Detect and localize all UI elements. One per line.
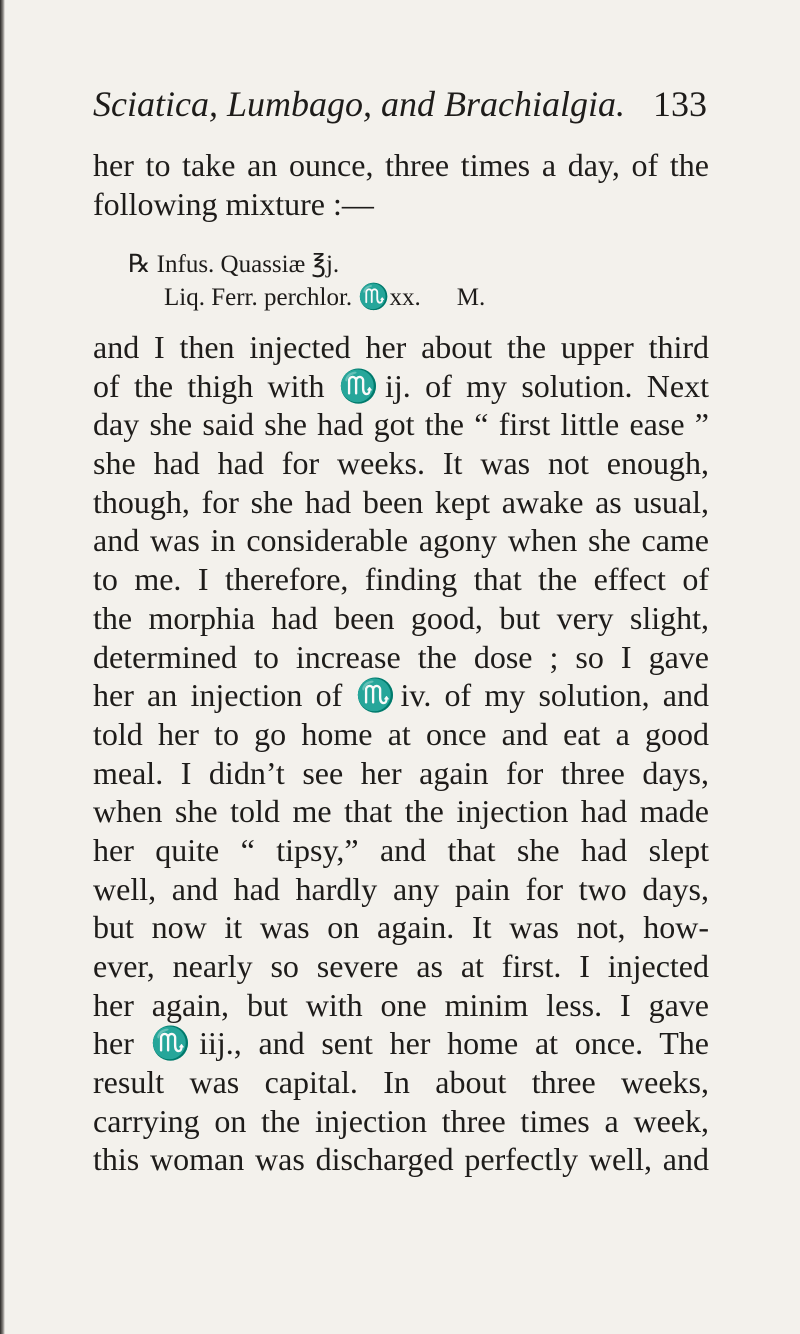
- text-line: carrying on the injection three times a week,: [93, 1102, 709, 1139]
- prescription-line-1: ℞ Infus. Quassiæ ℥j.: [128, 251, 340, 278]
- running-head-title: Sciatica, Lumbago, and Brachialgia.: [93, 84, 625, 124]
- text-line: determined to increase the dose ; so I gave: [93, 638, 709, 675]
- prescription-block: [128, 248, 688, 314]
- prescription-misce-mark: M.: [456, 284, 486, 311]
- text-line: her to take an ounce, three times a day, of the: [93, 147, 709, 183]
- text-line: when she told me that the injection had made: [93, 793, 709, 830]
- prescription-line-2: [128, 281, 688, 314]
- text-line: and was in considerable agony when she came: [93, 522, 709, 559]
- text-line: but now it was on again. It was not, how-: [93, 909, 709, 946]
- text-line: her quite “ tipsy,” and that she had slept: [93, 831, 709, 868]
- paragraph-intro: [93, 146, 709, 223]
- text-line: day she said she had got the “ first little ease ”: [93, 406, 709, 443]
- text-line: result was capital. In about three weeks,: [93, 1064, 709, 1101]
- text-line: her an injection of ♏iv. of my solution, and: [93, 677, 709, 714]
- text-line: to me. I therefore, finding that the effect of: [93, 561, 709, 598]
- text-line: following mixture :—: [93, 185, 374, 222]
- text-line: and I then injected her about the upper third: [93, 329, 709, 365]
- text-line: her again, but with one minim less. I gave: [93, 986, 709, 1023]
- text-line: well, and had hardly any pain for two days,: [93, 870, 709, 907]
- text-line: though, for she had been kept awake as usual,: [93, 483, 709, 520]
- prescription-line-2-text: Liq. Ferr. perchlor. ♏xx.: [164, 284, 421, 311]
- text-line: ever, nearly so severe as at first. I injected: [93, 948, 709, 984]
- text-line: this woman was discharged perfectly well, and: [93, 1141, 709, 1178]
- text-line: told her to go home at once and eat a good: [93, 715, 709, 752]
- paragraph-case-narrative: [93, 328, 709, 1179]
- text-line: she had had for weeks. It was not enough,: [93, 445, 709, 482]
- text-line: her ♏iij., and sent her home at once. The: [93, 1025, 709, 1062]
- text-line: the morphia had been good, but very slight,: [93, 599, 709, 636]
- page-number: 133: [653, 84, 707, 124]
- text-line: of the thigh with ♏ij. of my solution. Next: [93, 367, 709, 404]
- text-line: meal. I didn’t see her again for three days,: [93, 754, 709, 791]
- running-head: [93, 82, 707, 126]
